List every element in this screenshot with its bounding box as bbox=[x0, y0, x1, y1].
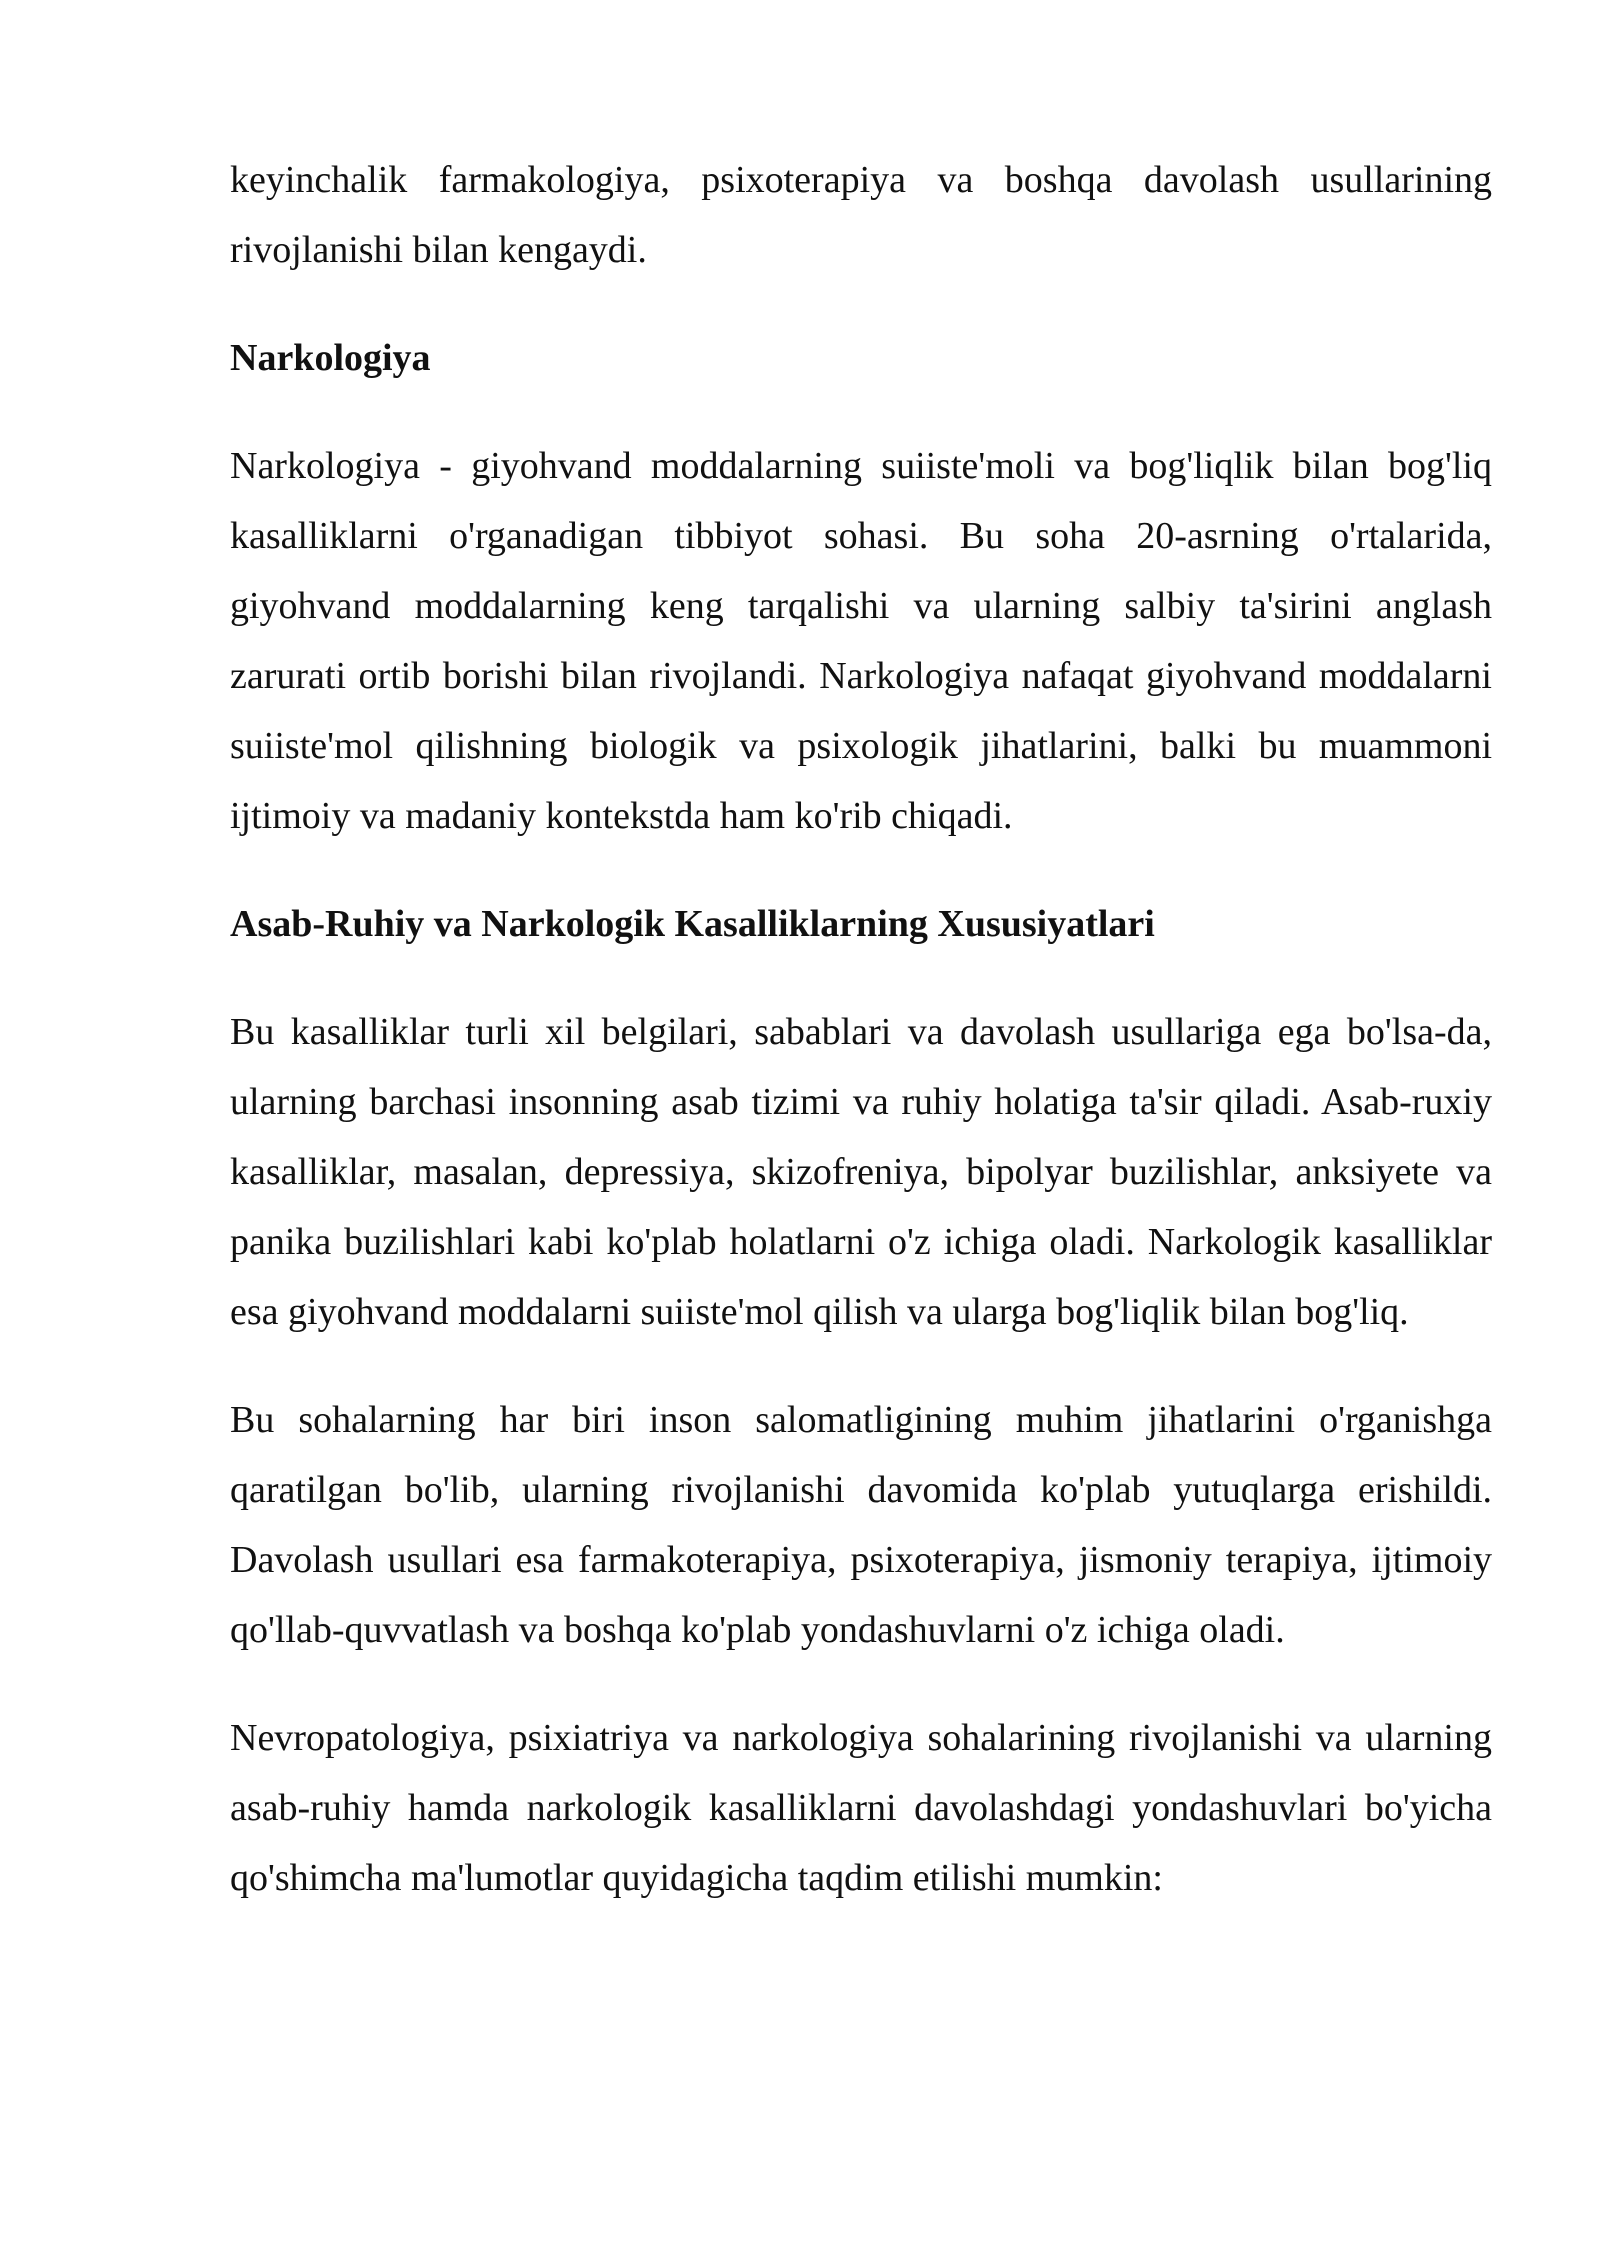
paragraph-sohalar: Bu sohalarning har biri inson salomatligining muhim jihatlarini o'rganishga qaratilgan bo'lib, ularning rivojlanishi davomida ko'plab yutuqlarga erishildi. Davolash usullari esa farmakoterapiya, psixoterapiya, jismoniy terapiya, ijtimoiy qo'llab-quvvatlash va boshqa ko'plab yondashuvlarni o'z ichiga oladi. bbox=[230, 1399, 1492, 1651]
paragraph-nevropatologiya: Nevropatologiya, psixiatriya va narkologiya sohalarining rivojlanishi va ularning asab-ruhiy hamda narkologik kasalliklarni davolashdagi yondashuvlari bo'yicha qo'shimcha ma'lumotlar quyidagicha taqdim etilishi mumkin: bbox=[230, 1717, 1492, 1899]
document-page bbox=[230, 145, 1492, 1951]
paragraph-continuation: keyinchalik farmakologiya, psixoterapiya va boshqa davolash usullarining rivojlanishi bilan kengaydi. bbox=[230, 159, 1492, 271]
paragraph-narkologiya: Narkologiya - giyohvand moddalarning suiiste'moli va bog'liqlik bilan bog'liq kasalliklarni o'rganadigan tibbiyot sohasi. Bu soha 20-asrning o'rtalarida, giyohvand moddalarning keng tarqalishi va ularning salbiy ta'sirini anglash zarurati ortib borishi bilan rivojlandi. Narkologiya nafaqat giyohvand moddalarni suiiste'mol qilishning biologik va psixologik jihatlarini, balki bu muammoni ijtimoiy va madaniy kontekstda ham ko'rib chiqadi. bbox=[230, 445, 1492, 837]
paragraph-kasalliklar: Bu kasalliklar turli xil belgilari, sabablari va davolash usullariga ega bo'lsa-da, ularning barchasi insonning asab tizimi va ruhiy holatiga ta'sir qiladi. Asab-ruxiy kasalliklar, masalan, depressiya, skizofreniya, bipolyar buzilishlar, anksiyete va panika buzilishlari kabi ko'plab holatlarni o'z ichiga oladi. Narkologik kasalliklar esa giyohvand moddalarni suiiste'mol qilish va ularga bog'liqlik bilan bog'liq. bbox=[230, 1011, 1492, 1333]
section-heading-narkologiya: Narkologiya bbox=[230, 337, 431, 379]
section-heading-xususiyatlari: Asab-Ruhiy va Narkologik Kasalliklarning Xususiyatlari bbox=[230, 903, 1155, 945]
